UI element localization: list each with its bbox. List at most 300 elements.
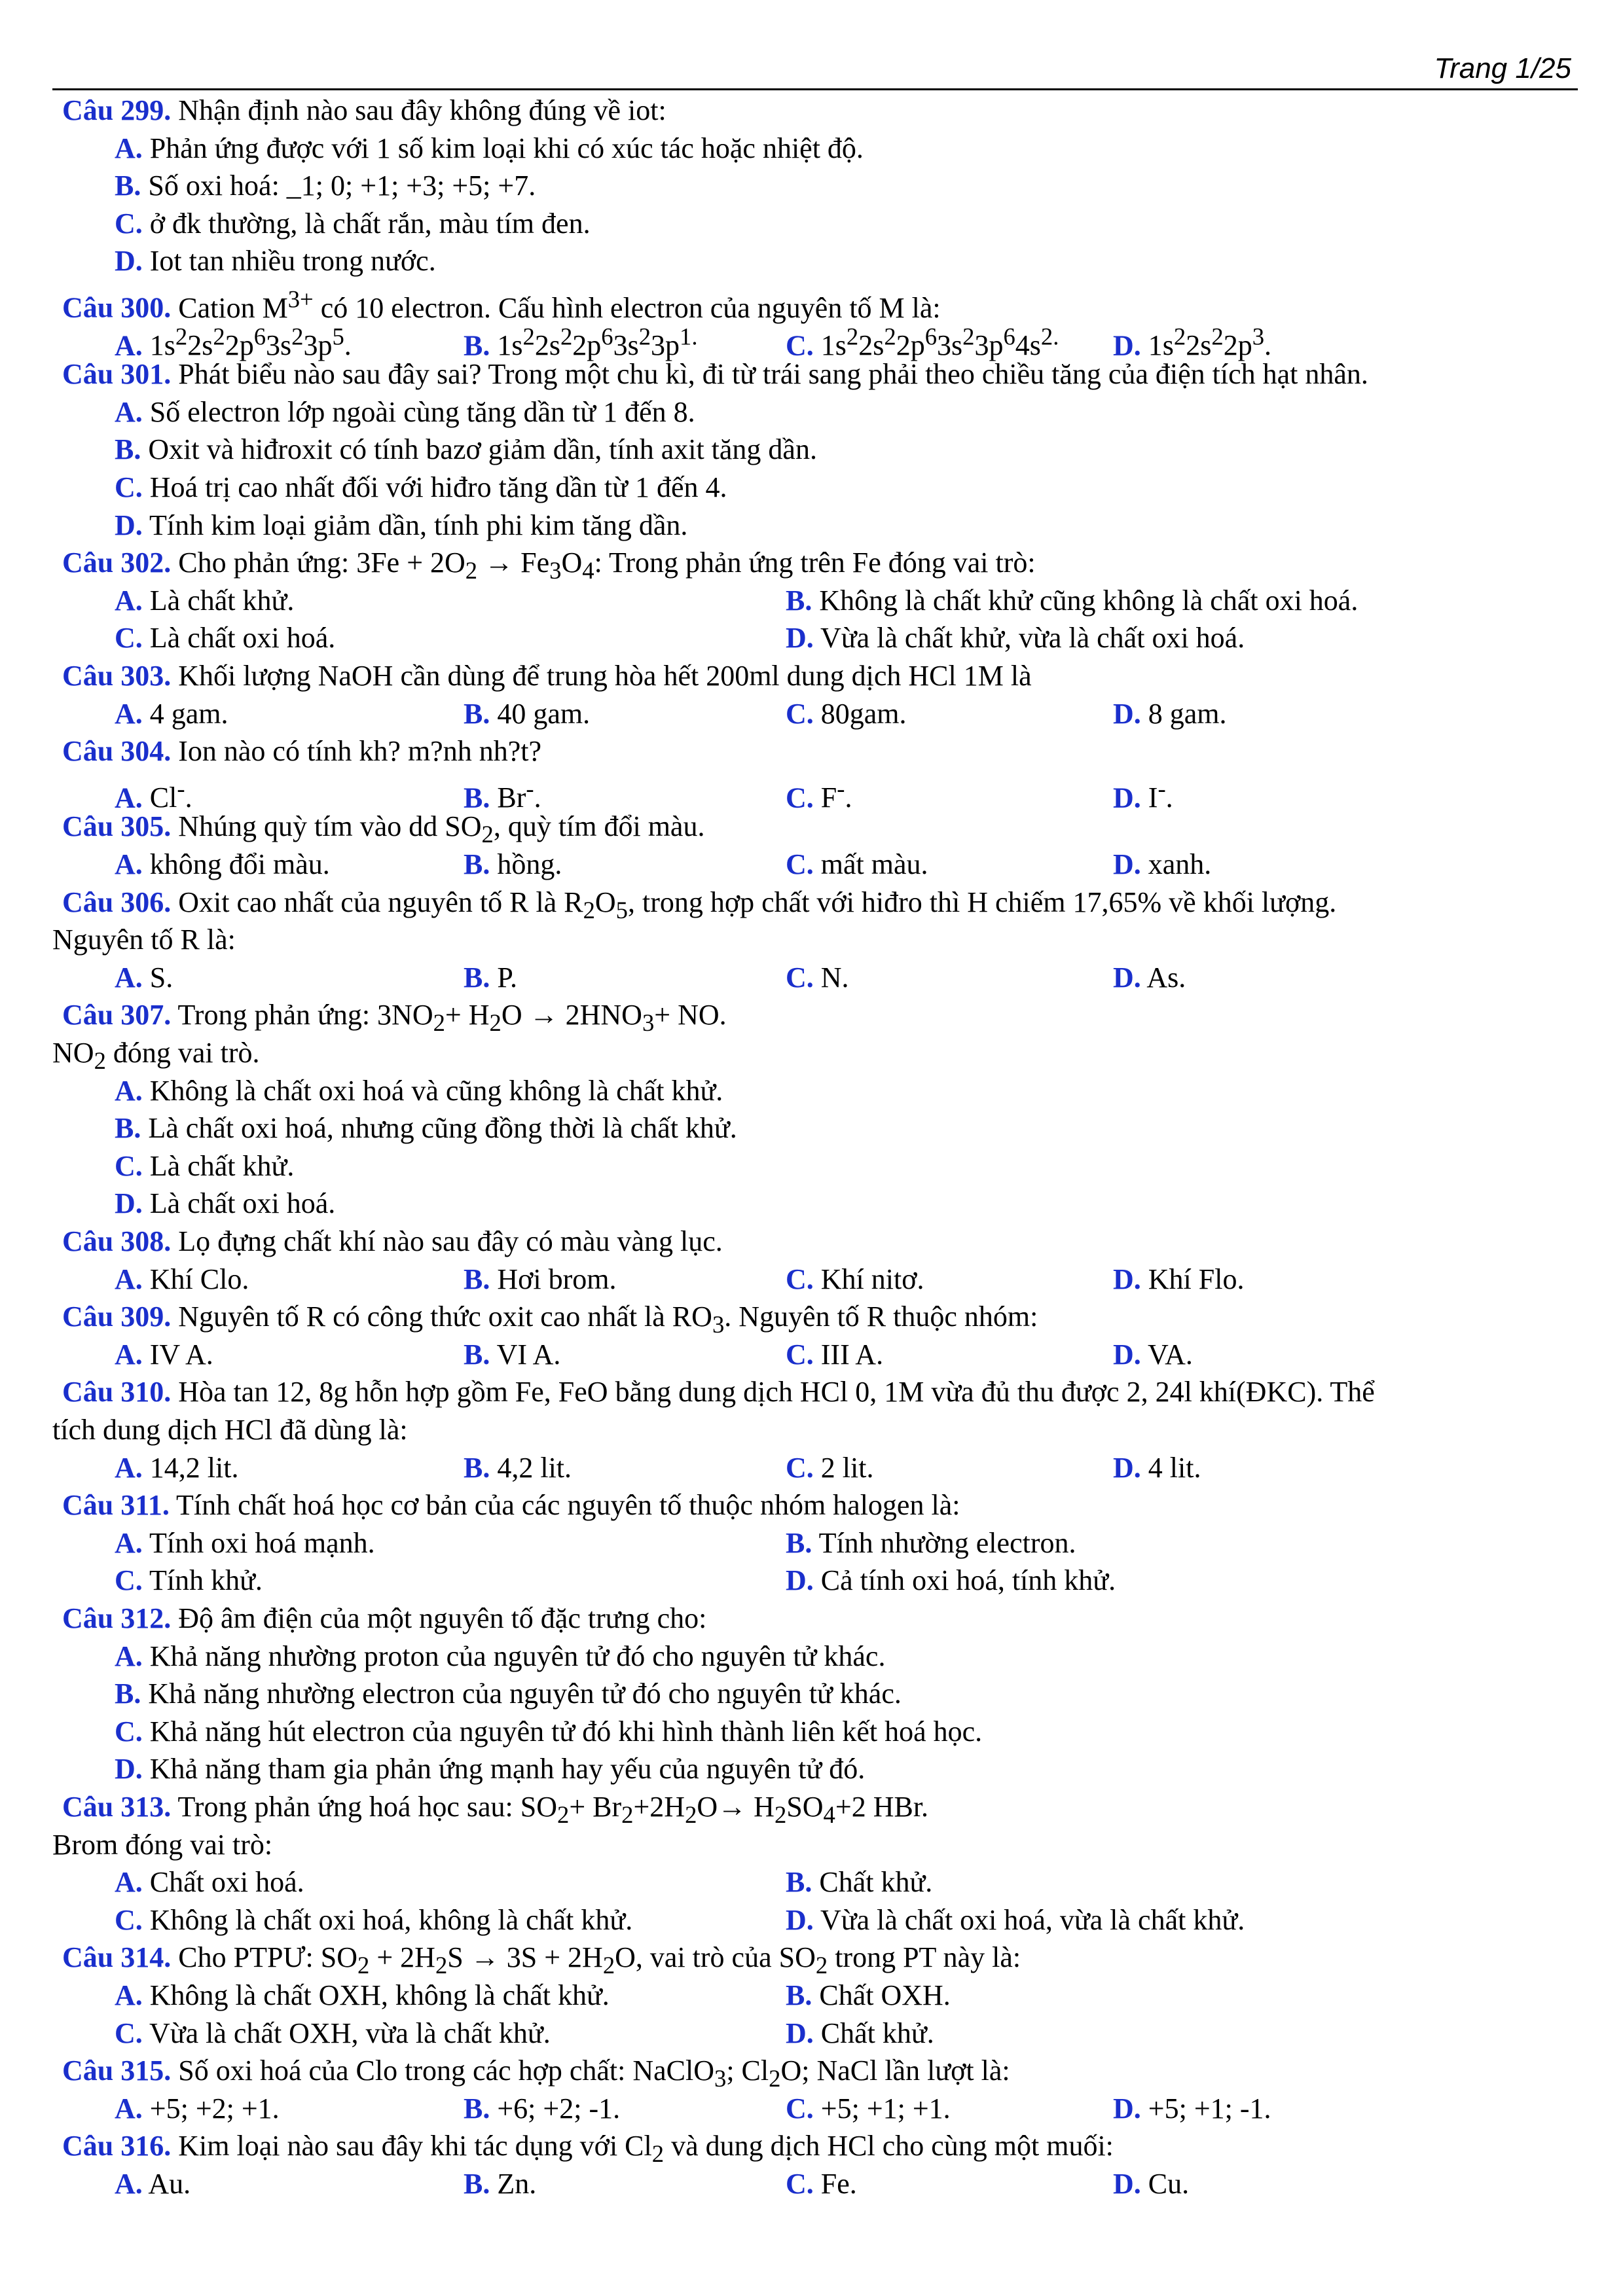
option-letter: D. — [1113, 329, 1141, 362]
answer-option-c — [115, 2015, 551, 2053]
answer-option-a — [115, 2165, 191, 2203]
question-continuation-text: Nguyên tố R là: — [52, 924, 236, 956]
answer-option-a — [115, 1638, 885, 1676]
option-text: Là chất khử. — [142, 1149, 295, 1182]
question-number: Câu 303. — [62, 660, 172, 692]
question-stem-text — [62, 1600, 706, 1638]
answer-option-a — [115, 1449, 238, 1487]
question-number: Câu 299. — [62, 94, 172, 126]
answer-option-c — [786, 2165, 857, 2203]
option-row — [0, 1863, 1623, 1901]
option-row — [0, 1185, 1623, 1223]
question-continuation — [0, 1826, 1623, 1864]
option-text: Khả năng hút electron của nguyên tử đó khi hình thành liên kết hoá học. — [142, 1715, 983, 1748]
answer-option-b — [464, 1336, 560, 1374]
question-text: Phát biểu nào sau đây sai? Trong một chu kì, đi từ trái sang phải theo chiều tăng của điện tích hạt nhân. — [171, 358, 1368, 391]
answer-option-a — [115, 1072, 723, 1110]
option-letter: D. — [1113, 1338, 1141, 1371]
option-row — [0, 2090, 1623, 2128]
option-letter: C. — [786, 1451, 814, 1484]
option-text: 8 gam. — [1140, 697, 1227, 730]
answer-option-b — [115, 1675, 902, 1713]
option-letter: C. — [115, 1564, 143, 1597]
question-stem-text — [62, 92, 666, 130]
option-row — [0, 431, 1623, 469]
question-stem-text — [62, 1373, 1375, 1411]
question-number: Câu 310. — [62, 1376, 172, 1408]
option-text: VI A. — [490, 1338, 561, 1371]
option-letter: B. — [786, 1526, 812, 1559]
option-letter: D. — [786, 2017, 814, 2049]
option-text: Là chất khử. — [142, 584, 295, 617]
option-text: I-. — [1140, 775, 1173, 814]
answer-option-a — [115, 846, 330, 884]
option-text: Không là chất khử cũng không là chất oxi hoá. — [812, 584, 1359, 617]
option-row — [0, 242, 1623, 280]
question-stem-text — [62, 355, 1368, 393]
question-stem — [0, 1223, 1623, 1261]
option-letter: B. — [464, 1451, 490, 1484]
option-letter: D. — [1113, 2092, 1141, 2125]
question-stem — [0, 996, 1623, 1037]
option-letter: D. — [1113, 1451, 1141, 1484]
option-letter: C. — [786, 2168, 814, 2200]
option-row — [0, 1901, 1623, 1939]
option-text: Khí Flo. — [1140, 1263, 1245, 1295]
option-text: Tính oxi hoá mạnh. — [142, 1526, 375, 1559]
answer-option-c — [786, 959, 849, 997]
question-text: Độ âm điện của một nguyên tố đặc trưng cho: — [171, 1602, 707, 1634]
option-letter: C. — [786, 781, 814, 814]
question-stem — [0, 808, 1623, 846]
answer-option-d — [1113, 846, 1211, 884]
question-number: Câu 302. — [62, 547, 172, 579]
answer-option-c — [115, 1147, 294, 1185]
option-row — [0, 318, 1623, 362]
option-letter: A. — [115, 2092, 143, 2125]
option-letter: C. — [115, 471, 143, 503]
option-letter: A. — [115, 781, 143, 814]
option-text: Là chất oxi hoá. — [142, 622, 336, 655]
option-row — [0, 130, 1623, 168]
option-text: S. — [142, 961, 173, 994]
option-row — [0, 1072, 1623, 1110]
option-text: mất màu. — [813, 848, 928, 880]
question-text: Lọ đựng chất khí nào sau đây có màu vàng lục. — [171, 1225, 723, 1257]
option-text: F-. — [813, 775, 852, 814]
question-stem — [0, 657, 1623, 695]
option-row — [0, 1147, 1623, 1185]
answer-option-d — [786, 1901, 1245, 1939]
question-number: Câu 304. — [62, 735, 172, 768]
answer-option-c — [115, 1901, 632, 1939]
option-text: không đổi màu. — [142, 848, 330, 880]
option-row — [0, 582, 1623, 620]
option-letter: A. — [115, 848, 143, 880]
option-letter: A. — [115, 961, 143, 994]
answer-option-c — [786, 1261, 924, 1299]
question-stem — [0, 1939, 1623, 1977]
answer-option-c — [115, 1713, 982, 1751]
option-text: P. — [490, 961, 517, 994]
option-text: Khả năng nhường proton của nguyên tử đó cho nguyên tử khác. — [142, 1640, 886, 1672]
question-text: Trong phản ứng hoá học sau: $SO_2+ Br_2+2H_2O\to H_2SO_4+2$ HBr. — [171, 1791, 929, 1828]
question-stem — [0, 92, 1623, 130]
answer-option-b — [786, 582, 1358, 620]
option-text: Là chất oxi hoá, nhưng cũng đồng thời là chất khử. — [141, 1112, 737, 1145]
option-text: 2 lit. — [813, 1451, 874, 1484]
option-text: Khả năng nhường electron của nguyên tử đó cho nguyên tử khác. — [141, 1677, 902, 1710]
answer-option-a — [115, 1336, 213, 1374]
answer-option-b — [464, 695, 590, 733]
option-text: As. — [1140, 961, 1186, 994]
answer-option-c — [115, 1562, 263, 1600]
question-number: Câu 311. — [62, 1489, 170, 1522]
option-letter: D. — [115, 1753, 143, 1785]
question-number: Câu 309. — [62, 1300, 172, 1333]
option-row — [0, 507, 1623, 545]
answer-option-b — [464, 1261, 617, 1299]
question-continuation-text: $NO_2$ đóng vai trò. — [52, 1037, 260, 1074]
question-stem — [0, 1373, 1623, 1411]
question-number: Câu 305. — [62, 810, 172, 843]
question-continuation — [0, 921, 1623, 959]
question-continuation-text: tích dung dịch HCl đã dùng là: — [52, 1414, 408, 1446]
answer-option-a — [115, 1863, 304, 1901]
option-text: Vừa là chất oxi hoá, vừa là chất khử. — [813, 1903, 1245, 1936]
answer-option-d — [786, 2015, 934, 2053]
option-letter: D. — [1113, 848, 1141, 880]
option-text: Số electron lớp ngoài cùng tăng dần từ 1 đến 8. — [142, 395, 695, 428]
option-row — [0, 1449, 1623, 1487]
option-letter: C. — [115, 622, 143, 655]
option-text: Không là chất oxi hoá, không là chất khử. — [142, 1903, 633, 1936]
answer-option-c — [786, 846, 928, 884]
answer-option-c — [786, 695, 907, 733]
answer-option-d — [115, 507, 687, 545]
option-letter: A. — [115, 1074, 143, 1107]
option-text: Hoá trị cao nhất đối với hiđro tăng dần từ 1 đến 4. — [142, 471, 727, 503]
answer-option-a — [115, 1261, 249, 1299]
question-stem — [0, 884, 1623, 922]
question-number: Câu 313. — [62, 1791, 172, 1823]
option-letter: D. — [786, 1903, 814, 1936]
answer-option-d — [115, 1750, 865, 1788]
option-text: Chất khử. — [813, 2017, 934, 2049]
question-text: Oxit cao nhất của nguyên tố R là $R_2O_5$, trong hợp chất với hiđro thì H chiếm 17,65% về khối lượng. — [171, 886, 1337, 924]
answer-option-c — [115, 469, 727, 507]
option-text: $1s^22s^22p^3$. — [1140, 323, 1272, 362]
question-stem — [0, 280, 1623, 324]
option-row — [0, 1638, 1623, 1676]
option-letter: C. — [115, 1715, 143, 1748]
option-letter: B. — [464, 329, 490, 362]
question-stem — [0, 1298, 1623, 1336]
option-text: Fe. — [813, 2168, 857, 2200]
option-text: Cả tính oxi hoá, tính khử. — [813, 1564, 1116, 1597]
option-letter: A. — [115, 1451, 143, 1484]
option-text: +5; +2; +1. — [142, 2092, 280, 2125]
answer-option-b — [464, 959, 517, 997]
answer-option-b — [464, 2090, 620, 2128]
option-text: ở đk thường, là chất rắn, màu tím đen. — [142, 207, 591, 240]
question-stem — [0, 355, 1623, 393]
option-letter: A. — [115, 1526, 143, 1559]
option-letter: B. — [786, 1866, 812, 1899]
question-number: Câu 306. — [62, 886, 172, 918]
option-letter: A. — [115, 2168, 143, 2200]
question-continuation — [0, 1034, 1623, 1072]
question-text: Cho PTPƯ: $SO_2 + 2H_2S \to 3S + 2H_2O$, vai trò của $SO_2$ trong PT này là: — [171, 1941, 1021, 1979]
option-letter: C. — [786, 1263, 814, 1295]
answer-option-d — [786, 1562, 1116, 1600]
question-number: Câu 301. — [62, 358, 172, 391]
option-letter: D. — [1113, 781, 1141, 814]
option-letter: A. — [115, 1979, 143, 2011]
question-stem-text — [62, 657, 1032, 695]
answer-option-d — [1113, 2090, 1271, 2128]
option-text: Khí nitơ. — [813, 1263, 924, 1295]
answer-option-d — [1113, 695, 1227, 733]
question-text: Nhận định nào sau đây không đúng về iot: — [171, 94, 666, 126]
answer-option-c — [786, 2090, 951, 2128]
question-text: Số oxi hoá của Clo trong các hợp chất: NaClO$_3$; $Cl_2O$; NaCl lần lượt là: — [171, 2054, 1010, 2092]
option-text: Br-. — [490, 775, 541, 814]
option-text: Vừa là chất OXH, vừa là chất khử. — [142, 2017, 551, 2049]
option-letter: B. — [464, 2168, 490, 2200]
option-letter: C. — [786, 697, 814, 730]
option-text: VA. — [1140, 1338, 1193, 1371]
option-letter: D. — [786, 1564, 814, 1597]
option-row — [0, 205, 1623, 243]
option-text: Hơi brom. — [490, 1263, 617, 1295]
option-text: $1s^22s^22p^63s^23p^5$. — [142, 323, 352, 362]
question-number: Câu 308. — [62, 1225, 172, 1257]
answer-option-a — [115, 393, 695, 431]
option-letter: D. — [115, 245, 143, 278]
answer-option-b — [786, 1977, 951, 2015]
option-text: Cl-. — [142, 775, 192, 814]
option-row — [0, 1261, 1623, 1299]
option-row — [0, 1977, 1623, 2015]
option-row — [0, 1562, 1623, 1600]
answer-option-c — [115, 619, 335, 657]
option-text: Chất OXH. — [812, 1979, 951, 2011]
answer-option-b — [115, 167, 536, 205]
option-text: Số oxi hoá: _1; 0; +1; +3; +5; +7. — [141, 170, 536, 202]
question-text: Kim loại nào sau đây khi tác dụng với $Cl_2$ và dung dịch HCl cho cùng một muối: — [171, 2130, 1114, 2168]
question-stem — [0, 1788, 1623, 1826]
option-letter: A. — [115, 584, 143, 617]
question-text: Nhúng quỳ tím vào dd $SO_2$, quỳ tím đổi màu. — [171, 810, 705, 848]
option-letter: B. — [115, 170, 141, 202]
answer-option-a — [115, 1977, 610, 2015]
option-text: +5; +1; +1. — [813, 2092, 951, 2125]
option-letter: D. — [1113, 961, 1141, 994]
option-row — [0, 2165, 1623, 2203]
question-number: Câu 316. — [62, 2130, 172, 2162]
option-text: Iot tan nhiều trong nước. — [142, 245, 436, 278]
answer-option-b — [464, 846, 562, 884]
answer-option-a — [115, 1524, 375, 1562]
question-stem — [0, 1600, 1623, 1638]
question-stem — [0, 1486, 1623, 1524]
answer-option-d — [1113, 1261, 1244, 1299]
option-text: Zn. — [490, 2168, 537, 2200]
option-letter: A. — [115, 132, 143, 164]
option-letter: C. — [786, 2092, 814, 2125]
option-letter: A. — [115, 1338, 143, 1371]
answer-option-b — [786, 1524, 1076, 1562]
answer-option-a — [115, 582, 294, 620]
option-text: 4 gam. — [142, 697, 228, 730]
option-text: Chất oxi hoá. — [142, 1866, 304, 1899]
answer-option-a — [115, 130, 864, 168]
question-number: Câu 312. — [62, 1602, 172, 1634]
option-text: Phản ứng được với 1 số kim loại khi có xúc tác hoặc nhiệt độ. — [142, 132, 864, 164]
question-number: Câu 315. — [62, 2054, 172, 2087]
option-row — [0, 619, 1623, 657]
answer-option-a — [115, 959, 173, 997]
option-text: 4 lit. — [1140, 1451, 1201, 1484]
option-text: 14,2 lit. — [142, 1451, 239, 1484]
option-row — [0, 770, 1623, 814]
question-stem — [0, 732, 1623, 770]
option-text: $1s^22s^22p^63s^23p^64s^{2.}$ — [813, 323, 1059, 362]
option-text: 4,2 lit. — [490, 1451, 572, 1484]
option-text: Tính khử. — [142, 1564, 263, 1597]
option-letter: A. — [115, 697, 143, 730]
option-letter: D. — [786, 622, 814, 655]
answer-option-a — [115, 2090, 280, 2128]
option-letter: C. — [115, 2017, 143, 2049]
option-text: Tính nhường electron. — [812, 1526, 1076, 1559]
option-text: N. — [813, 961, 849, 994]
answer-option-b — [464, 1449, 572, 1487]
option-letter: B. — [464, 781, 490, 814]
option-letter: C. — [115, 1903, 143, 1936]
option-letter: D. — [1113, 2168, 1141, 2200]
question-text: Hòa tan 12, 8g hỗn hợp gồm Fe, FeO bằng dung dịch HCl 0, 1M vừa đủ thu được 2, 24l khí(ĐKC). Thể — [171, 1376, 1375, 1408]
question-text: Tính chất hoá học cơ bản của các nguyên tố thuộc nhóm halogen là: — [169, 1489, 960, 1522]
option-text: Au. — [142, 2168, 191, 2200]
option-text: Là chất oxi hoá. — [142, 1187, 336, 1220]
option-row — [0, 469, 1623, 507]
question-text: Cation $M^{3+}$ có 10 electron. Cấu hình electron của nguyên tố M là: — [171, 285, 941, 324]
option-letter: B. — [464, 848, 490, 880]
option-text: +5; +1; -1. — [1140, 2092, 1271, 2125]
option-letter: C. — [786, 848, 814, 880]
option-row — [0, 167, 1623, 205]
option-letter: C. — [786, 961, 814, 994]
answer-option-d — [115, 242, 436, 280]
question-stem-text — [62, 732, 541, 770]
question-number: Câu 314. — [62, 1941, 172, 1974]
question-stem — [0, 544, 1623, 582]
option-letter: D. — [115, 1187, 143, 1220]
option-letter: B. — [464, 2092, 490, 2125]
question-text: Khối lượng NaOH cần dùng để trung hòa hết 200ml dung dịch HCl 1M là — [171, 660, 1032, 692]
question-number: Câu 307. — [62, 999, 172, 1031]
option-letter: D. — [115, 509, 143, 541]
option-text: Không là chất OXH, không là chất khử. — [142, 1979, 610, 2011]
question-number: Câu 300. — [62, 291, 172, 324]
option-text: Tính kim loại giảm dần, tính phi kim tăng dần. — [142, 509, 688, 541]
option-letter: B. — [786, 1979, 812, 2011]
answer-option-d — [1113, 1449, 1201, 1487]
option-text: $1s^22s^22p^63s^23p^{1.}$ — [490, 323, 698, 362]
option-row — [0, 1524, 1623, 1562]
option-row — [0, 1109, 1623, 1147]
answer-option-c — [786, 1449, 873, 1487]
option-letter: D. — [1113, 1263, 1141, 1295]
question-text: Ion nào có tính kh? m?nh nh?t? — [171, 735, 541, 768]
question-text: Trong phản ứng: $3NO_2+ H_2O \to 2HNO_3+$ NO. — [171, 999, 727, 1037]
option-letter: C. — [115, 207, 143, 240]
option-letter: C. — [786, 329, 814, 362]
option-letter: B. — [464, 1263, 490, 1295]
option-letter: A. — [115, 329, 143, 362]
answer-option-b — [115, 1109, 737, 1147]
option-text: Cu. — [1140, 2168, 1190, 2200]
option-text: Oxit và hiđroxit có tính bazơ giảm dần, tính axit tăng dần. — [141, 433, 817, 466]
option-text: 40 gam. — [490, 697, 591, 730]
option-letter: A. — [115, 1866, 143, 1899]
option-letter: C. — [786, 1338, 814, 1371]
answer-option-c — [115, 205, 591, 243]
option-letter: B. — [464, 1338, 490, 1371]
option-row — [0, 1675, 1623, 1713]
option-text: Chất khử. — [812, 1866, 933, 1899]
option-text: xanh. — [1140, 848, 1212, 880]
option-row — [0, 1750, 1623, 1788]
answer-option-b — [115, 431, 817, 469]
option-letter: C. — [115, 1149, 143, 1182]
option-text: 80gam. — [813, 697, 907, 730]
answer-option-d — [115, 1185, 335, 1223]
option-letter: B. — [464, 697, 490, 730]
option-row — [0, 2015, 1623, 2053]
option-letter: B. — [115, 1112, 141, 1145]
answer-option-c — [786, 1336, 883, 1374]
answer-option-d — [1113, 2165, 1189, 2203]
option-letter: B. — [464, 961, 490, 994]
option-text: hồng. — [490, 848, 562, 880]
answer-option-b — [464, 2165, 536, 2203]
question-continuation — [0, 1411, 1623, 1449]
option-row — [0, 1713, 1623, 1751]
option-row — [0, 959, 1623, 997]
question-text: Cho phản ứng: $3Fe + 2O_2 \to Fe_3O_4$: Trong phản ứng trên Fe đóng vai trò: — [171, 547, 1036, 584]
option-letter: A. — [115, 1263, 143, 1295]
option-text: Khí Clo. — [142, 1263, 249, 1295]
option-text: III A. — [813, 1338, 884, 1371]
option-letter: B. — [115, 433, 141, 466]
option-row — [0, 846, 1623, 884]
option-row — [0, 1336, 1623, 1374]
question-stem — [0, 2052, 1623, 2090]
option-letter: B. — [786, 584, 812, 617]
question-stem — [0, 2127, 1623, 2168]
question-text: Nguyên tố R có công thức oxit cao nhất là $RO_3$. Nguyên tố R thuộc nhóm: — [171, 1300, 1038, 1338]
question-stem-text — [62, 1486, 960, 1524]
question-continuation-text: Brom đóng vai trò: — [52, 1828, 273, 1861]
option-text: Khả năng tham gia phản ứng mạnh hay yếu của nguyên tử đó. — [142, 1753, 866, 1785]
question-stem-text — [62, 1223, 723, 1261]
option-text: Không là chất oxi hoá và cũng không là chất khử. — [142, 1074, 723, 1107]
option-letter: D. — [1113, 697, 1141, 730]
option-letter: A. — [115, 1640, 143, 1672]
